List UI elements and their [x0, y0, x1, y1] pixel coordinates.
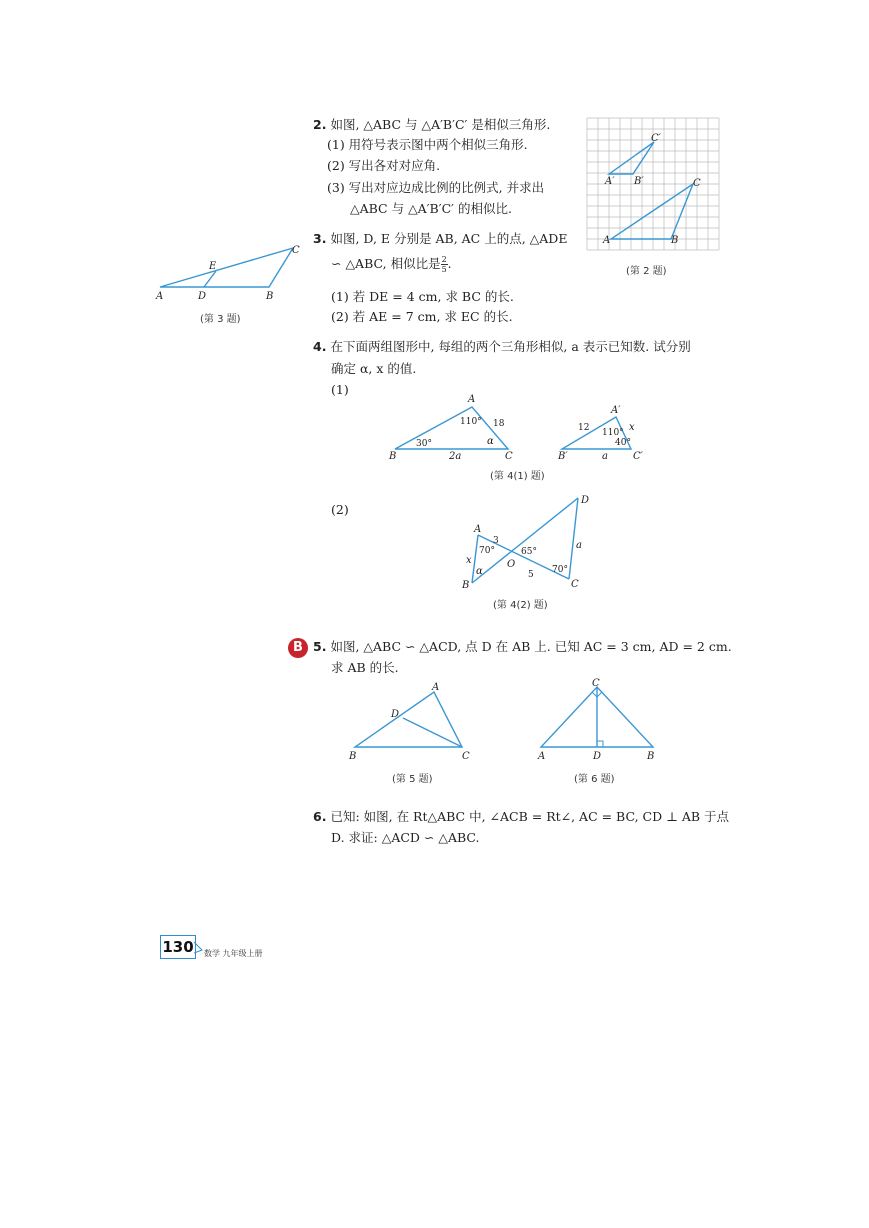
label-c: C — [693, 178, 701, 189]
problem-6-figure — [535, 676, 665, 766]
angle-o: 65° — [521, 547, 537, 557]
problem-6-stem — [313, 808, 729, 826]
problem-4-2-caption: (第 4(2) 题) — [493, 600, 548, 611]
triangle-abc — [611, 184, 693, 239]
problem-4-stem-cont: 确定 α, x 的值. — [331, 361, 417, 376]
label-a: A — [538, 751, 546, 762]
segment-cd — [403, 718, 462, 747]
label-c: C — [592, 678, 600, 689]
label-d: D — [593, 751, 602, 762]
label-a-prime: A′ — [605, 176, 615, 187]
problem-2-caption: (第 2 题) — [626, 266, 667, 277]
problem-6-caption: (第 6 题) — [574, 774, 615, 785]
problem-5-stem-cont: 求 AB 的长. — [331, 660, 399, 675]
label-a: A — [468, 394, 476, 405]
problem-3-text-2: ∽ △ABC, 相似比是 — [331, 256, 441, 271]
problem-3-caption: (第 3 题) — [200, 314, 241, 325]
problem-3-figure — [152, 238, 312, 310]
triangle-a1b1c1 — [609, 142, 654, 174]
label-b-prime: B′ — [558, 451, 568, 462]
right-angle-mark-d — [597, 741, 603, 747]
problem-6-text: 已知: 如图, 在 Rt△ABC 中, ∠ACB = Rt∠, AC = BC, CD ⊥ AB 于点 — [330, 809, 730, 824]
label-b: B — [266, 291, 274, 302]
problem-2-text: 如图, △ABC 与 △A′B′C′ 是相似三角形. — [330, 117, 551, 132]
problem-4-stem — [313, 338, 691, 356]
label-a: A — [474, 524, 482, 535]
angle-a: 110° — [460, 417, 482, 427]
similarity-ratio-fraction — [441, 255, 448, 274]
label-c: C — [505, 451, 513, 462]
label-d: D — [391, 709, 400, 720]
label-a: A — [603, 235, 611, 246]
ratio-denominator: 5 — [441, 265, 447, 274]
angle-c: α — [487, 436, 494, 447]
label-d: D — [581, 495, 590, 506]
side-ao: 3 — [493, 536, 499, 546]
label-a-prime: A′ — [611, 405, 621, 416]
side-bc: 2a — [449, 451, 462, 462]
problem-2-q1: (1) 用符号表示图中两个相似三角形. — [327, 137, 528, 152]
problem-4-part-2: (2) — [331, 502, 349, 517]
page-number: 130 — [160, 935, 196, 959]
level-b-badge: B — [288, 638, 308, 658]
problem-5-figure — [345, 680, 480, 765]
problem-2-figure — [580, 112, 730, 262]
side-a1b1: 12 — [578, 423, 590, 433]
side-cd: a — [576, 540, 582, 551]
problem-4-number: 4. — [313, 339, 327, 354]
problem-3-text-end: . — [447, 256, 452, 271]
label-c-prime: C′ — [633, 451, 643, 462]
angle-c-prime: 40° — [615, 438, 631, 448]
problem-5-text: 如图, △ABC ∽ △ACD, 点 D 在 AB 上. 已知 AC = 3 cm, AD = 2 cm. — [330, 639, 732, 654]
angle-c: 70° — [552, 565, 568, 575]
angle-a-prime: 110° — [602, 428, 624, 438]
label-c: C — [462, 751, 470, 762]
problem-2-q3-cont: △ABC 与 △A′B′C′ 的相似比. — [350, 201, 512, 216]
problem-4-1-caption: (第 4(1) 题) — [490, 471, 545, 482]
problem-5-number: 5. — [313, 639, 327, 654]
side-ac: 18 — [493, 419, 505, 429]
angle-a: 70° — [479, 546, 495, 556]
label-a: A — [432, 682, 440, 693]
label-b: B — [389, 451, 397, 462]
problem-5-stem — [313, 638, 732, 656]
problem-6-stem-cont: D. 求证: △ACD ∽ △ABC. — [331, 830, 480, 845]
ratio-numerator: 2 — [441, 255, 447, 264]
label-e: E — [209, 261, 217, 272]
angle-b: 30° — [416, 439, 432, 449]
book-title: 数学 九年级上册 — [204, 949, 263, 958]
problem-3-stem — [313, 230, 567, 248]
label-o: O — [507, 559, 516, 570]
problem-2-stem — [313, 116, 550, 134]
label-b: B — [671, 235, 679, 246]
label-c-prime: C′ — [651, 133, 661, 144]
problem-3-stem-cont — [331, 255, 452, 274]
problem-4-2-figure — [455, 490, 600, 595]
problem-6-number: 6. — [313, 809, 327, 824]
side-a1c1: x — [629, 422, 635, 433]
label-b: B — [462, 580, 470, 591]
label-d: D — [198, 291, 207, 302]
problem-4-1-figure — [385, 390, 655, 465]
problem-2-q3: (3) 写出对应边成比例的比例式, 并求出 — [327, 180, 545, 195]
label-b: B — [647, 751, 655, 762]
problem-4-part-1: (1) — [331, 382, 349, 397]
angle-b: α — [476, 566, 483, 577]
problem-3-q2: (2) 若 AE = 7 cm, 求 EC 的长. — [331, 309, 513, 324]
problem-2-number: 2. — [313, 117, 327, 132]
segment-cd — [569, 498, 578, 579]
problem-2-q2: (2) 写出各对对应角. — [327, 158, 441, 173]
problem-3-text: 如图, D, E 分别是 AB, AC 上的点, △ADE — [330, 231, 568, 246]
label-c: C — [292, 245, 300, 256]
triangle-abc — [160, 248, 293, 287]
problem-3-q1: (1) 若 DE = 4 cm, 求 BC 的长. — [331, 289, 514, 304]
label-c: C — [571, 579, 579, 590]
label-b-prime: B′ — [634, 176, 644, 187]
side-b1c1: a — [602, 451, 608, 462]
label-a: A — [156, 291, 164, 302]
side-ab: x — [466, 555, 472, 566]
problem-4-text: 在下面两组图形中, 每组的两个三角形相似, a 表示已知数. 试分别 — [330, 339, 691, 354]
label-b: B — [349, 751, 357, 762]
problem-3-number: 3. — [313, 231, 327, 246]
problem-5-caption: (第 5 题) — [392, 774, 433, 785]
side-oc: 5 — [528, 570, 534, 580]
